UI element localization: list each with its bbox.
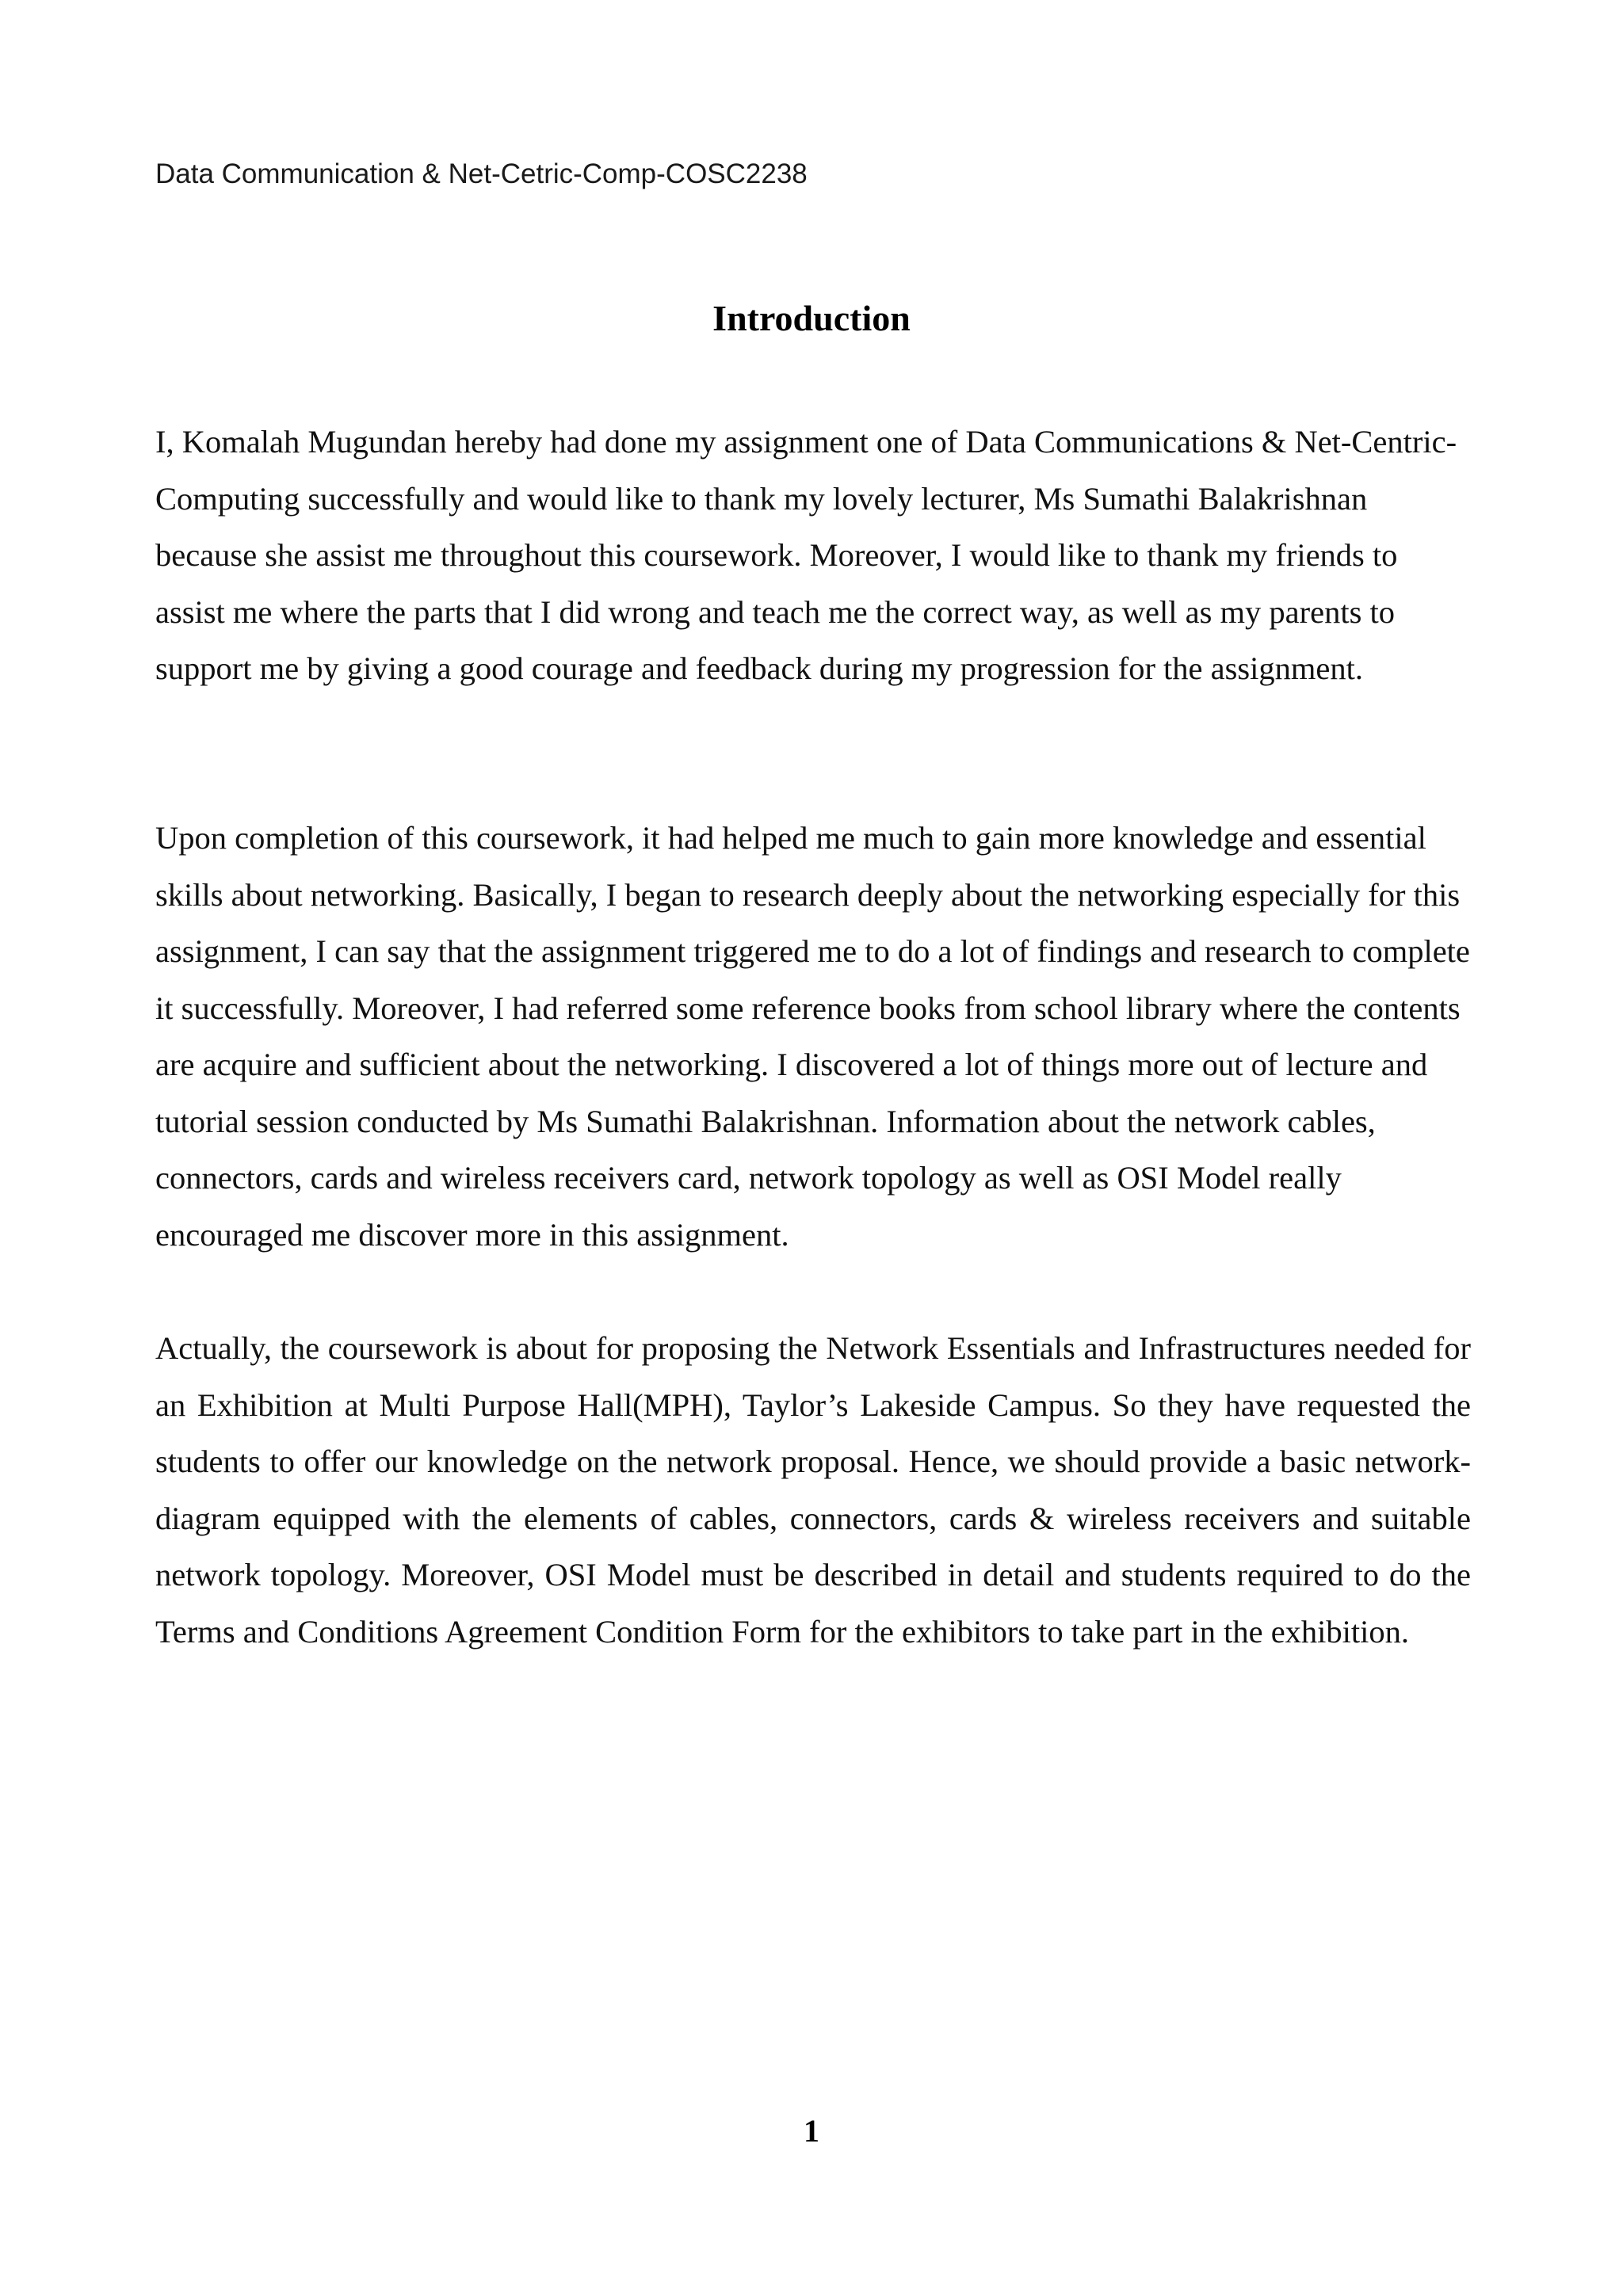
paragraph-acknowledgement: I, Komalah Mugundan hereby had done my assignment one of Data Communications & Net-Centric-Computing successfully and would like to thank my lovely lecturer, Ms Sumathi Balakrishnan because she assist me throughout this coursework. Moreover, I would like to thank my friends to assist me where the parts that I did wrong and teach me the correct way, as well as my parents to support me by giving a good courage and feedback during my progression for the assignment.: [155, 424, 1457, 686]
page-title: Introduction: [712, 298, 911, 338]
paragraph-learning-outcomes: Upon completion of this coursework, it had helped me much to gain more knowledge and essential skills about networking. Basically, I began to research deeply about the networking especially for this assignment, I can say that the assignment triggered me to do a lot of findings and research to complete it successfully. Moreover, I had referred some reference books from school library where the contents are acquire and sufficient about the networking. I discovered a lot of things more out of lecture and tutorial session conducted by Ms Sumathi Balakrishnan. Information about the network cables, connectors, cards and wireless receivers card, network topology as well as OSI Model really encouraged me discover more in this assignment.: [155, 820, 1470, 1253]
running-header: Data Communication & Net-Cetric-Comp-COSC2238: [155, 158, 808, 189]
paragraph-coursework-overview: Actually, the coursework is about for proposing the Network Essentials and Infrastructures needed for an Exhibition at Multi Purpose Hall(MPH), Taylor’s Lakeside Campus. So they have requested the students to offer our knowledge on the network proposal. Hence, we should provide a basic network-diagram equipped with the elements of cables, connectors, cards & wireless receivers and suitable network topology. Moreover, OSI Model must be described in detail and students required to do the Terms and Conditions Agreement Condition Form for the exhibitors to take part in the exhibition.: [155, 1330, 1471, 1650]
page-number: 1: [804, 2113, 819, 2149]
